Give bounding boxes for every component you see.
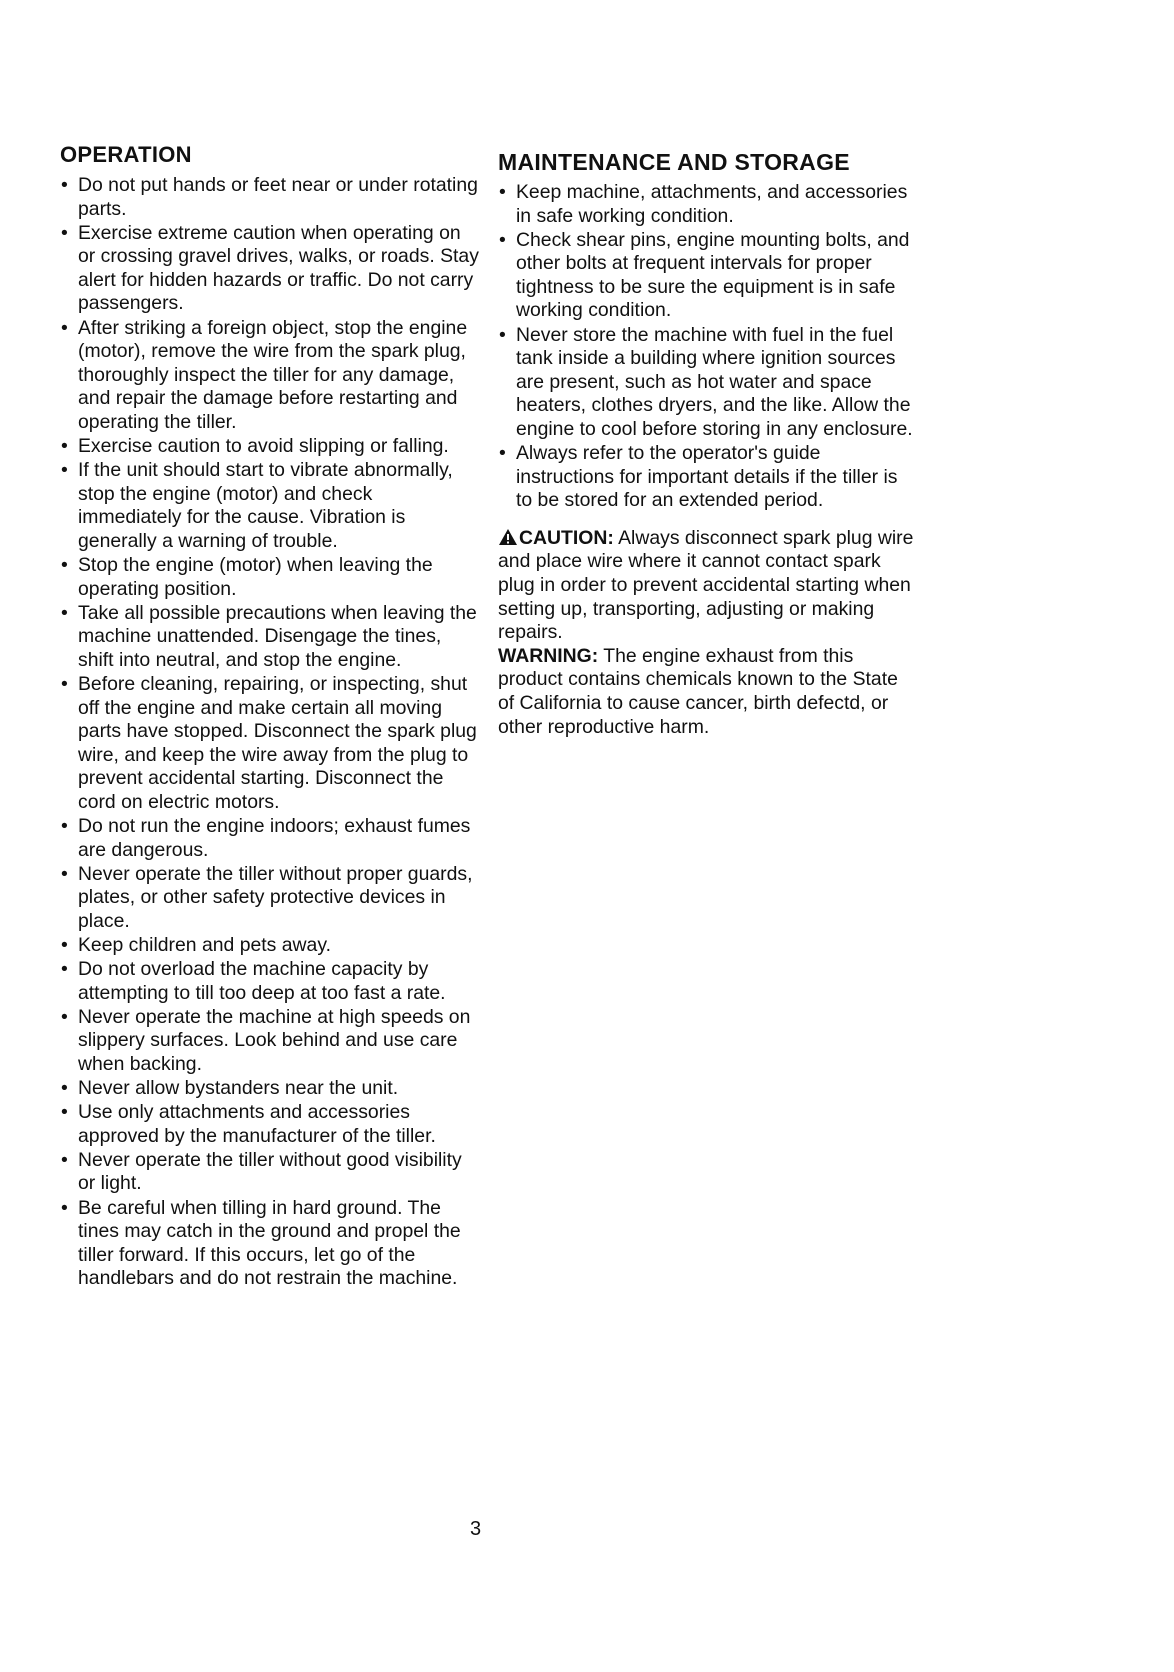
list-item: • Do not overload the machine capacity by attempting to till too deep at too fast a rate. [60,958,480,1005]
list-item: • Never operate the tiller without good visibility or light. [60,1149,480,1196]
list-item: • Be careful when tilling in hard ground. The tines may catch in the ground and propel the tiller forward. If this occurs, let go of the handlebars and do not restrain the machine. [60,1197,480,1291]
list-item: • Check shear pins, engine mounting bolts, and other bolts at frequent intervals for proper tightness to be sure the equipment is in safe working condition. [498,229,918,323]
operation-list [60,174,480,1291]
warning-triangle-icon [498,528,518,546]
list-item: • Never store the machine with fuel in the fuel tank inside a building where ignition sources are present, such as hot water and space heaters, clothes dryers, and the like. Allow the engine to cool before storing in any enclosure. [498,324,918,442]
maintenance-heading: MAINTENANCE AND STORAGE [498,149,850,175]
list-item: • Always refer to the operator's guide instructions for important details if the tiller is to be stored for an extended period. [498,442,918,513]
caution-label: CAUTION: [519,526,614,549]
list-item: • After striking a foreign object, stop the engine (motor), remove the wire from the spark plug, thoroughly inspect the tiller for any damage, and repair the damage before restarting and operating the tiller. [60,317,480,435]
list-item: • If the unit should start to vibrate abnormally, stop the engine (motor) and check immediately for the cause. Vibration is generally a warning of trouble. [60,459,480,553]
warning-label: WARNING: [498,644,599,667]
list-item: • Do not run the engine indoors; exhaust fumes are dangerous. [60,815,480,862]
operation-section [60,142,480,1291]
list-item: • Never allow bystanders near the unit. [60,1077,480,1101]
list-item: • Keep children and pets away. [60,934,480,958]
page-number: 3 [470,1518,482,1540]
list-item: • Never operate the tiller without proper guards, plates, or other safety protective devices in place. [60,863,480,934]
list-item: • Take all possible precautions when leaving the machine unattended. Disengage the tines, shift into neutral, and stop the engine. [60,602,480,673]
warning-notice [498,645,918,739]
list-item: • Stop the engine (motor) when leaving the operating position. [60,554,480,601]
warning-text: The engine exhaust from this product contains chemicals known to the State of California to cause cancer, birth defectd, or other reproductive harm. [498,644,898,738]
maintenance-section [498,142,918,739]
maintenance-list [498,181,918,513]
list-item: • Keep machine, attachments, and accessories in safe working condition. [498,181,918,228]
list-item: • Before cleaning, repairing, or inspecting, shut off the engine and make certain all moving parts have stopped. Disconnect the spark plug wire, and keep the wire away from the plug to prevent accidental starting. Disconnect the cord on electric motors. [60,673,480,815]
list-item: • Use only attachments and accessories approved by the manufacturer of the tiller. [60,1101,480,1148]
operation-heading: OPERATION [60,142,192,167]
list-item: • Exercise extreme caution when operating on or crossing gravel drives, walks, or roads. Stay alert for hidden hazards or traffic. Do not carry passengers. [60,222,480,316]
list-item: • Exercise caution to avoid slipping or falling. [60,435,480,459]
list-item: • Never operate the machine at high speeds on slippery surfaces. Look behind and use care when backing. [60,1006,480,1077]
list-item: • Do not put hands or feet near or under rotating parts. [60,174,480,221]
caution-text: Always disconnect spark plug wire and place wire where it cannot contact spark plug in order to prevent accidental starting when setting up, transporting, adjusting or making repairs. [498,526,914,644]
caution-notice [498,527,918,645]
